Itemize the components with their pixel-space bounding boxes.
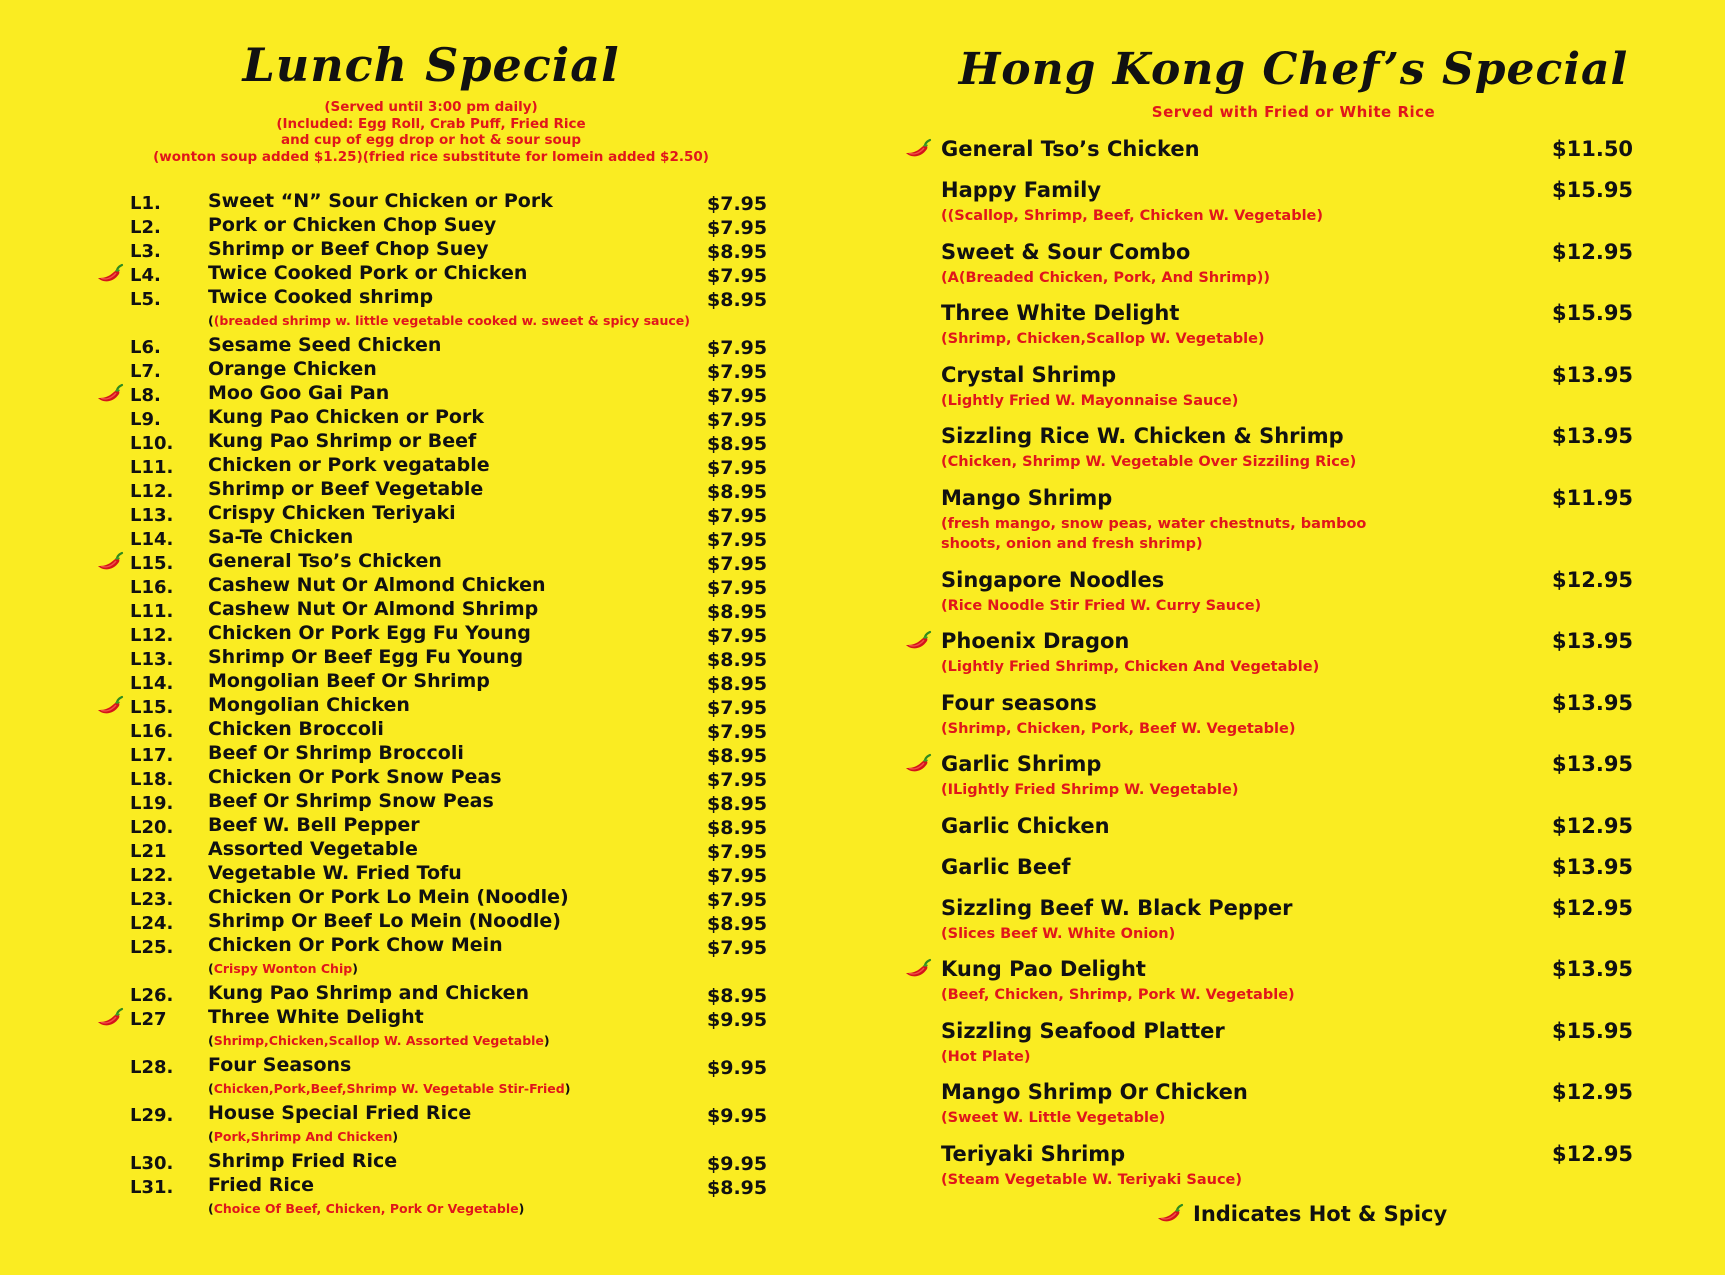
lunch-item-row [0,550,862,574]
description-text: Crispy Wonton Chip [213,961,353,976]
lunch-item-row [0,526,862,550]
description-open-paren: ( [208,961,214,976]
lunch-item-name: Kung Pao Chicken or Pork [208,406,484,428]
lunch-item-name: Chicken Or Pork Snow Peas [208,766,502,788]
lunch-item-code: L24. [130,913,174,934]
lunch-item-price: $8.95 [707,745,768,767]
lunch-item-price: $7.95 [707,265,768,287]
lunch-item-name: Sweet “N” Sour Chicken or Pork [208,190,553,212]
lunch-item-name: Moo Goo Gai Pan [208,382,390,404]
lunch-item-code: L27 [130,1009,167,1030]
lunch-item-row [0,454,862,478]
chef-item-price: $13.95 [1552,854,1634,879]
lunch-item-name: Chicken Or Pork Egg Fu Young [208,622,531,644]
chef-item-name: General Tso’s Chicken [941,137,1200,161]
lunch-item-price: $7.95 [707,457,768,479]
lunch-item-row [0,214,862,238]
chef-item-price: $11.95 [1552,485,1634,510]
lunch-item-row [0,910,862,934]
lunch-item-row [0,598,862,622]
chili-pepper-icon [903,957,933,981]
lunch-item-name: House Special Fried Rice [208,1102,472,1124]
lunch-item-price: $8.95 [707,601,768,623]
lunch-item-row [0,694,862,718]
lunch-item-description [208,1201,524,1216]
lunch-item-row [0,238,862,262]
chef-item-description: (Shrimp, Chicken,Scallop W. Vegetable) [941,331,1265,347]
lunch-item-price: $7.95 [707,505,768,527]
description-text: Pork,Shrimp And Chicken [213,1129,393,1144]
chili-pepper-icon [95,550,125,574]
lunch-item-price: $7.95 [707,337,768,359]
lunch-item-row [0,838,862,862]
lunch-item-price: $7.95 [707,553,768,575]
lunch-item-row [0,574,862,598]
description-open-paren: ( [208,1129,214,1144]
lunch-item-row [0,670,862,694]
chef-item-price: $13.95 [1552,424,1634,448]
lunch-item-code: L14. [130,529,174,550]
chili-pepper-icon [95,694,125,718]
lunch-item-code: L2. [130,217,161,238]
lunch-item-name: Three White Delight [208,1006,424,1028]
lunch-item-price: $8.95 [707,241,768,263]
lunch-item-row [0,886,862,910]
chef-item-name: Garlic Chicken [941,813,1110,838]
lunch-item-code: L20. [130,817,174,838]
lunch-item-name: Chicken or Pork vegatable [208,454,490,476]
lunch-item-description [208,1129,398,1144]
chef-item-name: Mango Shrimp [941,485,1113,510]
lunch-item-code: L15. [130,697,174,718]
lunch-item-name: Kung Pao Shrimp or Beef [208,430,477,452]
chef-item-description: (fresh mango, snow peas, water chestnuts, bamboo shoots, onion and fresh shrimp) [941,515,1367,552]
lunch-item-name: Shrimp or Beef Vegetable [208,478,484,500]
lunch-item-code: L12. [130,481,174,502]
chef-item-price: $15.95 [1552,301,1634,325]
chef-item-price: $11.50 [1552,137,1634,161]
lunch-item-row [0,1174,862,1222]
chef-item-name: Singapore Noodles [941,567,1165,592]
description-close-paren: ) [518,1201,525,1216]
lunch-item-code: L13. [130,505,174,526]
lunch-item-name: Chicken Broccoli [208,718,384,740]
lunch-item-code: L9. [130,409,161,430]
chef-item-name: Sizzling Beef W. Black Pepper [941,895,1293,920]
lunch-item-name: Mongolian Chicken [208,694,410,716]
lunch-item-name: Beef Or Shrimp Snow Peas [208,790,494,812]
lunch-item-name: Cashew Nut Or Almond Chicken [208,574,546,596]
lunch-item-code: L11. [130,457,174,478]
chef-item-name: Happy Family [941,178,1102,202]
chef-item-description: (Lightly Fried W. Mayonnaise Sauce) [941,392,1239,409]
chef-item-description: (Slices Beef W. White Onion) [941,925,1176,942]
chef-item-name: Mango Shrimp Or Chicken [941,1080,1248,1104]
lunch-item-code: L5. [130,289,161,310]
lunch-item-price: $7.95 [707,577,768,599]
chef-item-price: $13.95 [1552,362,1634,387]
description-open-paren: ( [208,1201,214,1216]
lunch-item-name: Orange Chicken [208,358,377,380]
chili-pepper-icon [95,1006,125,1030]
lunch-item-price: $9.95 [707,1057,768,1079]
lunch-item-price: $8.95 [707,817,768,839]
lunch-item-code: L28. [130,1057,174,1078]
chef-item-name: Garlic Beef [941,854,1071,879]
lunch-item-price: $7.95 [707,217,768,239]
lunch-item-code: L21 [130,841,167,862]
chef-item-price: $12.95 [1552,813,1634,838]
chef-item-description: (Steam Vegetable W. Teriyaki Sauce) [941,1171,1242,1188]
lunch-item-code: L10. [130,433,174,454]
lunch-item-name: Chicken Or Pork Lo Mein (Noodle) [208,886,569,908]
description-text: Choice Of Beef, Chicken, Pork Or Vegetable [213,1201,519,1216]
lunch-item-row [0,814,862,838]
lunch-item-code: L18. [130,769,174,790]
lunch-item-code: L11. [130,601,174,622]
lunch-item-code: L14. [130,673,174,694]
lunch-item-code: L8. [130,385,161,406]
lunch-item-price: $8.95 [707,289,768,311]
lunch-item-list [0,190,862,1222]
chili-pepper-icon [95,262,125,286]
lunch-item-code: L16. [130,577,174,598]
chef-item-price: $13.95 [1552,629,1634,653]
lunch-item-name: Crispy Chicken Teriyaki [208,502,456,524]
chef-item-name: Four seasons [941,690,1097,715]
lunch-item-price: $8.95 [707,649,768,671]
lunch-item-name: Shrimp Fried Rice [208,1150,398,1172]
lunch-item-code: L19. [130,793,174,814]
chili-pepper-icon [95,382,125,406]
lunch-special-notes [0,99,862,165]
lunch-item-code: L31. [130,1177,174,1198]
lunch-item-row [0,358,862,382]
chef-item-price: $12.95 [1552,567,1634,592]
lunch-item-description [208,961,358,976]
lunch-item-price: $7.95 [707,889,768,911]
lunch-note: (wonton soup added $1.25)(fried rice substitute for lomein added $2.50) [153,148,709,165]
lunch-item-name: Four Seasons [208,1054,352,1076]
lunch-item-code: L12. [130,625,174,646]
description-open-paren: ( [208,1033,214,1048]
lunch-item-price: $7.95 [707,409,768,431]
lunch-item-price: $8.95 [707,793,768,815]
chef-special-title: Hong Kong Chef’s Special [958,44,1629,95]
lunch-item-name: Kung Pao Shrimp and Chicken [208,982,530,1004]
chef-special-subtitle: Served with Fried or White Rice [1151,103,1436,121]
lunch-item-price: $7.95 [707,193,768,215]
lunch-item-row [0,766,862,790]
lunch-item-row [0,934,862,982]
chef-item-price: $13.95 [1552,957,1634,981]
lunch-item-price: $7.95 [707,697,768,719]
lunch-item-price: $7.95 [707,841,768,863]
chef-special-section [862,0,1725,1275]
lunch-item-price: $9.95 [707,1153,768,1175]
lunch-note: and cup of egg drop or hot & sour soup [280,132,582,148]
chef-item-name: Sweet & Sour Combo [941,239,1191,264]
chef-item-name: Crystal Shrimp [941,362,1117,387]
lunch-item-code: L7. [130,361,161,382]
lunch-item-description [208,1081,570,1096]
lunch-item-name: Sesame Seed Chicken [208,334,442,356]
lunch-item-price: $7.95 [707,769,768,791]
lunch-item-code: L1. [130,193,161,214]
chef-item-price: $12.95 [1552,1080,1634,1104]
description-text: Shrimp,Chicken,Scallop W. Assorted Vegetable [213,1033,544,1048]
lunch-item-code: L15. [130,553,174,574]
lunch-item-row [0,406,862,430]
chef-item-description: (Sweet W. Little Vegetable) [941,1110,1166,1126]
lunch-item-description [208,1033,550,1048]
lunch-item-price: $7.95 [707,529,768,551]
chef-item-name: Phoenix Dragon [941,629,1130,653]
legend-text: Indicates Hot & Spicy [1193,1202,1448,1226]
lunch-item-row [0,478,862,502]
lunch-item-row [0,622,862,646]
description-close-paren: ) [392,1129,399,1144]
lunch-item-name: Assorted Vegetable [208,838,418,860]
lunch-item-row [0,1150,862,1174]
lunch-item-code: L4. [130,265,161,286]
chef-item-price: $12.95 [1552,1141,1634,1166]
chef-item-name: Garlic Shrimp [941,752,1102,776]
lunch-item-price: $8.95 [707,433,768,455]
lunch-note: (Included: Egg Roll, Crab Puff, Fried Rice [276,115,586,132]
lunch-item-row [0,982,862,1006]
lunch-item-code: L6. [130,337,161,358]
lunch-item-row [0,718,862,742]
lunch-item-name: Mongolian Beef Or Shrimp [208,670,490,692]
chef-item-name: Sizzling Seafood Platter [941,1018,1225,1043]
lunch-item-row [0,742,862,766]
lunch-item-name: Fried Rice [208,1174,315,1196]
chef-item-description: (Shrimp, Chicken, Pork, Beef W. Vegetable) [941,720,1296,737]
chef-item-price: $13.95 [1552,752,1634,776]
lunch-item-row [0,334,862,358]
lunch-item-price: $7.95 [707,721,768,743]
chef-item-price: $13.95 [1552,690,1634,715]
lunch-item-row [0,502,862,526]
chef-item-name: Teriyaki Shrimp [941,1141,1126,1166]
lunch-item-code: L30. [130,1153,174,1174]
lunch-item-name: Shrimp Or Beef Lo Mein (Noodle) [208,910,561,932]
chef-item-description: (Chicken, Shrimp W. Vegetable Over Sizziling Rice) [941,454,1357,470]
lunch-item-description [208,313,690,328]
lunch-item-price: $9.95 [707,1009,768,1031]
lunch-item-row [0,286,862,334]
chef-item-name: Three White Delight [941,301,1180,325]
lunch-item-name: Vegetable W. Fried Tofu [208,862,462,884]
lunch-item-row [0,862,862,886]
chef-item-price: $15.95 [1552,1018,1634,1043]
lunch-item-price: $7.95 [707,361,768,383]
description-open-paren: ( [208,1081,214,1096]
chef-item-description: (Rice Noodle Stir Fried W. Curry Sauce) [941,597,1262,614]
lunch-item-row [0,262,862,286]
chef-item-price: $15.95 [1552,178,1634,202]
lunch-item-name: Sa-Te Chicken [208,526,354,548]
lunch-item-price: $9.95 [707,1105,768,1127]
lunch-item-row [0,430,862,454]
chef-item-name: Sizzling Rice W. Chicken & Shrimp [941,424,1344,448]
chili-pepper-icon [1155,1202,1185,1226]
lunch-item-row [0,1054,862,1102]
lunch-item-row [0,1006,862,1054]
lunch-item-code: L29. [130,1105,174,1126]
lunch-item-name: Chicken Or Pork Chow Mein [208,934,503,956]
lunch-item-price: $8.95 [707,913,768,935]
chef-item-description: (Lightly Fried Shrimp, Chicken And Vegetable) [941,659,1320,675]
lunch-note: (Served until 3:00 pm daily) [324,99,538,115]
chili-pepper-icon [903,752,933,776]
chef-item-description: (Beef, Chicken, Shrimp, Pork W. Vegetable) [941,987,1295,1003]
chef-item-price: $12.95 [1552,239,1634,264]
lunch-item-price: $7.95 [707,385,768,407]
lunch-item-row [0,790,862,814]
lunch-item-row [0,382,862,406]
lunch-item-name: Twice Cooked shrimp [208,286,434,308]
lunch-item-name: Pork or Chicken Chop Suey [208,214,497,236]
lunch-item-price: $7.95 [707,625,768,647]
lunch-item-code: L13. [130,649,174,670]
lunch-item-price: $7.95 [707,937,768,959]
lunch-item-name: Shrimp or Beef Chop Suey [208,238,489,260]
lunch-item-code: L26. [130,985,174,1006]
lunch-item-row [0,1102,862,1150]
chef-item-price: $12.95 [1552,895,1634,920]
lunch-special-title: Lunch Special [242,38,620,92]
lunch-item-row [0,646,862,670]
chef-item-name: Kung Pao Delight [941,957,1146,981]
lunch-special-section [0,0,862,1275]
description-close-paren: ) [543,1033,550,1048]
lunch-item-name: Beef Or Shrimp Broccoli [208,742,464,764]
lunch-item-code: L25. [130,937,174,958]
chef-item-description: ((Scallop, Shrimp, Beef, Chicken W. Vegetable) [941,208,1323,224]
description-text: (breaded shrimp w. little vegetable cooked w. sweet & spicy sauce) [213,313,690,328]
chef-item-description: (Hot Plate) [941,1048,1031,1065]
lunch-item-name: General Tso’s Chicken [208,550,442,572]
lunch-item-code: L17. [130,745,174,766]
chef-item-description: (A(Breaded Chicken, Pork, And Shrimp)) [941,269,1270,286]
lunch-item-price: $8.95 [707,481,768,503]
chili-pepper-icon [903,629,933,653]
chef-item-description: (ILightly Fried Shrimp W. Vegetable) [941,782,1239,798]
chili-pepper-icon [903,137,933,161]
lunch-item-code: L22. [130,865,174,886]
lunch-item-price: $8.95 [707,985,768,1007]
lunch-item-code: L3. [130,241,161,262]
lunch-item-name: Shrimp Or Beef Egg Fu Young [208,646,524,668]
lunch-item-price: $8.95 [707,1177,768,1199]
description-close-paren: ) [352,961,358,976]
lunch-item-row [0,190,862,214]
description-close-paren: ) [564,1081,571,1096]
lunch-item-name: Twice Cooked Pork or Chicken [208,262,528,284]
description-text: Chicken,Pork,Beef,Shrimp W. Vegetable Stir-Fried [213,1081,565,1096]
lunch-item-price: $7.95 [707,865,768,887]
lunch-item-name: Beef W. Bell Pepper [208,814,420,836]
lunch-item-code: L16. [130,721,174,742]
description-open-paren: ( [208,313,214,328]
lunch-item-name: Cashew Nut Or Almond Shrimp [208,598,539,620]
lunch-item-price: $8.95 [707,673,768,695]
lunch-item-code: L23. [130,889,174,910]
